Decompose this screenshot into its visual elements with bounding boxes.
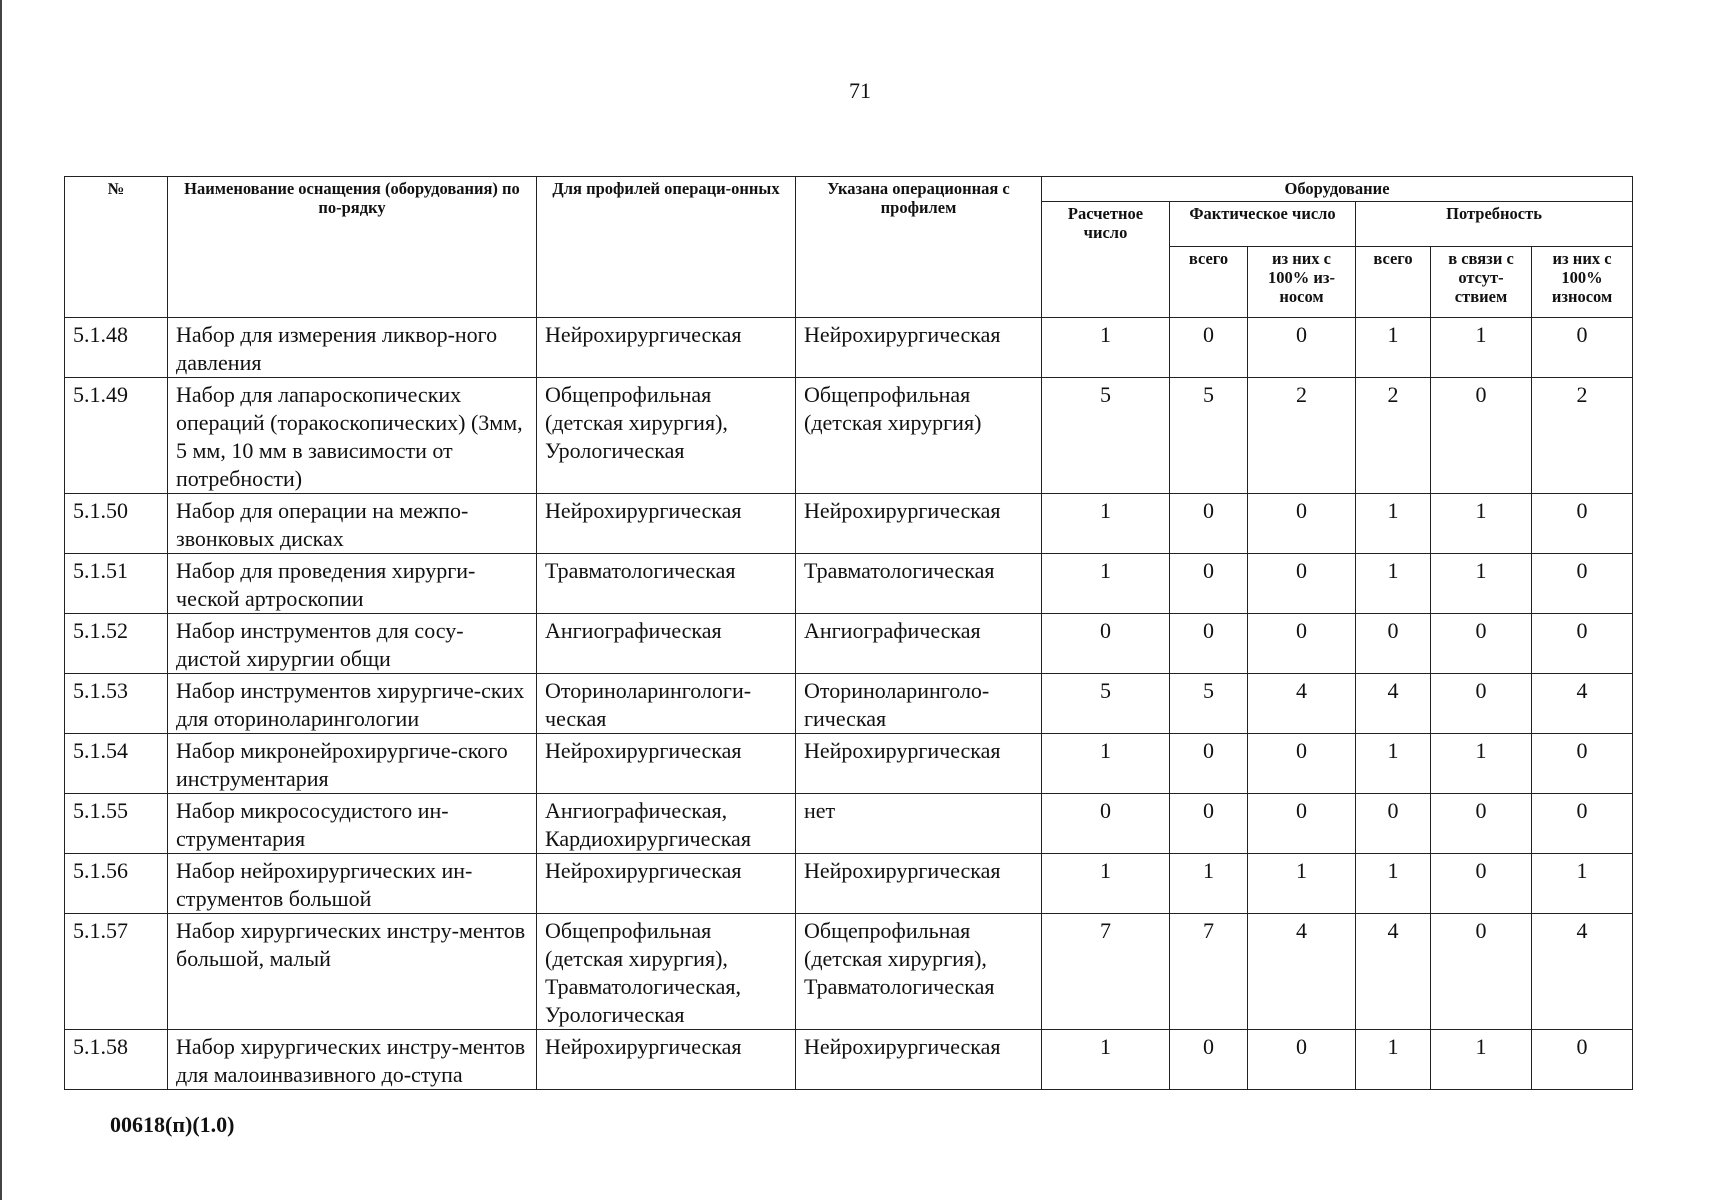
cell-name: Набор для лапароскопических операций (торакоскопических) (3мм, 5 мм, 10 мм в зависимости от потребности) (168, 378, 537, 494)
cell-name: Набор хирургических инстру-ментов для малоинвазивного до-ступа (168, 1030, 537, 1090)
cell-actual-total: 0 (1170, 494, 1248, 554)
header-profiles: Для профилей операци-онных (537, 177, 796, 318)
cell-need-total: 0 (1356, 614, 1431, 674)
cell-actual-worn: 0 (1248, 554, 1356, 614)
cell-need-total: 2 (1356, 378, 1431, 494)
cell-need-worn: 0 (1532, 494, 1633, 554)
cell-actual-worn: 4 (1248, 674, 1356, 734)
cell-calc: 1 (1042, 1030, 1170, 1090)
table-row (65, 854, 1633, 914)
cell-calc: 5 (1042, 674, 1170, 734)
cell-need-absence: 0 (1431, 914, 1532, 1030)
header-equipment: Оборудование (1042, 177, 1633, 202)
cell-indicated: Травматологическая (796, 554, 1042, 614)
header-actual: Фактическое число (1170, 202, 1356, 247)
cell-need-worn: 0 (1532, 794, 1633, 854)
cell-need-absence: 1 (1431, 318, 1532, 378)
cell-indicated: Общепрофильная (детская хирургия), Травматологическая (796, 914, 1042, 1030)
header-actual-worn: из них с 100% из-носом (1248, 247, 1356, 318)
cell-need-absence: 0 (1431, 378, 1532, 494)
cell-profiles: Травматологическая (537, 554, 796, 614)
cell-calc: 1 (1042, 554, 1170, 614)
cell-indicated: нет (796, 794, 1042, 854)
cell-no: 5.1.48 (65, 318, 168, 378)
cell-need-total: 1 (1356, 854, 1431, 914)
header-indicated: Указана операционная с профилем (796, 177, 1042, 318)
cell-actual-total: 0 (1170, 318, 1248, 378)
cell-calc: 7 (1042, 914, 1170, 1030)
cell-need-total: 1 (1356, 554, 1431, 614)
cell-no: 5.1.50 (65, 494, 168, 554)
cell-actual-worn: 0 (1248, 318, 1356, 378)
cell-need-total: 1 (1356, 1030, 1431, 1090)
table-row (65, 554, 1633, 614)
cell-need-total: 1 (1356, 494, 1431, 554)
cell-actual-total: 1 (1170, 854, 1248, 914)
cell-no: 5.1.57 (65, 914, 168, 1030)
header-no: № (65, 177, 168, 318)
cell-indicated: Нейрохирургическая (796, 1030, 1042, 1090)
cell-profiles: Общепрофильная (детская хирургия), Урологическая (537, 378, 796, 494)
cell-need-absence: 0 (1431, 794, 1532, 854)
cell-profiles: Нейрохирургическая (537, 854, 796, 914)
page-edge-line (0, 0, 2, 1200)
cell-actual-worn: 0 (1248, 794, 1356, 854)
cell-actual-total: 5 (1170, 378, 1248, 494)
cell-actual-total: 0 (1170, 554, 1248, 614)
cell-name: Набор микрососудистого ин-струментария (168, 794, 537, 854)
cell-indicated: Нейрохирургическая (796, 734, 1042, 794)
cell-calc: 0 (1042, 614, 1170, 674)
cell-indicated: Нейрохирургическая (796, 318, 1042, 378)
cell-need-worn: 2 (1532, 378, 1633, 494)
cell-profiles: Оториноларингологи-ческая (537, 674, 796, 734)
page-number: 71 (849, 78, 871, 103)
cell-actual-worn: 1 (1248, 854, 1356, 914)
cell-profiles: Ангиографическая (537, 614, 796, 674)
cell-need-absence: 1 (1431, 734, 1532, 794)
cell-profiles: Ангиографическая, Кардиохирургическая (537, 794, 796, 854)
table-row (65, 318, 1633, 378)
header-name: Наименование оснащения (оборудования) по по-рядку (168, 177, 537, 318)
cell-actual-worn: 2 (1248, 378, 1356, 494)
table-row (65, 1030, 1633, 1090)
cell-need-worn: 0 (1532, 554, 1633, 614)
table-row (65, 794, 1633, 854)
cell-name: Набор микронейрохирургиче-ского инструментария (168, 734, 537, 794)
header-actual-total: всего (1170, 247, 1248, 318)
cell-actual-worn: 0 (1248, 734, 1356, 794)
table-row (65, 614, 1633, 674)
cell-actual-worn: 4 (1248, 914, 1356, 1030)
cell-need-worn: 4 (1532, 914, 1633, 1030)
table-row (65, 914, 1633, 1030)
cell-actual-total: 0 (1170, 734, 1248, 794)
cell-actual-total: 0 (1170, 1030, 1248, 1090)
cell-calc: 5 (1042, 378, 1170, 494)
cell-calc: 1 (1042, 854, 1170, 914)
cell-need-worn: 0 (1532, 734, 1633, 794)
cell-name: Набор инструментов для сосу-дистой хирургии общи (168, 614, 537, 674)
cell-name: Набор для измерения ликвор-ного давления (168, 318, 537, 378)
cell-profiles: Общепрофильная (детская хирургия), Травматологическая, Урологическая (537, 914, 796, 1030)
cell-profiles: Нейрохирургическая (537, 734, 796, 794)
cell-indicated: Нейрохирургическая (796, 854, 1042, 914)
table-row (65, 494, 1633, 554)
cell-calc: 1 (1042, 494, 1170, 554)
cell-need-absence: 0 (1431, 854, 1532, 914)
cell-no: 5.1.56 (65, 854, 168, 914)
cell-no: 5.1.55 (65, 794, 168, 854)
cell-actual-worn: 0 (1248, 1030, 1356, 1090)
cell-need-absence: 1 (1431, 494, 1532, 554)
cell-indicated: Нейрохирургическая (796, 494, 1042, 554)
cell-need-worn: 0 (1532, 1030, 1633, 1090)
cell-need-total: 0 (1356, 794, 1431, 854)
cell-need-total: 1 (1356, 734, 1431, 794)
equipment-table (64, 176, 1633, 1090)
header-calc: Расчетное число (1042, 202, 1170, 318)
cell-actual-total: 0 (1170, 794, 1248, 854)
cell-no: 5.1.52 (65, 614, 168, 674)
cell-no: 5.1.58 (65, 1030, 168, 1090)
cell-actual-total: 7 (1170, 914, 1248, 1030)
cell-need-absence: 0 (1431, 674, 1532, 734)
cell-need-total: 4 (1356, 674, 1431, 734)
cell-name: Набор инструментов хирургиче-ских для оториноларингологии (168, 674, 537, 734)
cell-actual-worn: 0 (1248, 614, 1356, 674)
cell-calc: 1 (1042, 318, 1170, 378)
cell-no: 5.1.51 (65, 554, 168, 614)
cell-indicated: Общепрофильная (детская хирургия) (796, 378, 1042, 494)
header-need: Потребность (1356, 202, 1633, 247)
cell-no: 5.1.54 (65, 734, 168, 794)
cell-profiles: Нейрохирургическая (537, 318, 796, 378)
cell-no: 5.1.53 (65, 674, 168, 734)
cell-actual-total: 0 (1170, 614, 1248, 674)
cell-need-total: 4 (1356, 914, 1431, 1030)
cell-actual-total: 5 (1170, 674, 1248, 734)
cell-profiles: Нейрохирургическая (537, 1030, 796, 1090)
cell-need-worn: 1 (1532, 854, 1633, 914)
cell-name: Набор нейрохирургических ин-струментов большой (168, 854, 537, 914)
cell-indicated: Ангиографическая (796, 614, 1042, 674)
cell-need-worn: 0 (1532, 614, 1633, 674)
table-row (65, 378, 1633, 494)
cell-name: Набор для проведения хирурги-ческой артроскопии (168, 554, 537, 614)
cell-actual-worn: 0 (1248, 494, 1356, 554)
cell-need-absence: 0 (1431, 614, 1532, 674)
cell-need-worn: 0 (1532, 318, 1633, 378)
cell-name: Набор для операции на межпо-звонковых дисках (168, 494, 537, 554)
cell-indicated: Оториноларинголо-гическая (796, 674, 1042, 734)
cell-need-total: 1 (1356, 318, 1431, 378)
table-row (65, 674, 1633, 734)
cell-calc: 1 (1042, 734, 1170, 794)
cell-name: Набор хирургических инстру-ментов большой, малый (168, 914, 537, 1030)
table-row (65, 734, 1633, 794)
cell-need-absence: 1 (1431, 554, 1532, 614)
header-need-absence: в связи с отсут-ствием (1431, 247, 1532, 318)
cell-need-worn: 4 (1532, 674, 1633, 734)
cell-calc: 0 (1042, 794, 1170, 854)
document-code: 00618(п)(1.0) (110, 1112, 235, 1137)
cell-no: 5.1.49 (65, 378, 168, 494)
cell-need-absence: 1 (1431, 1030, 1532, 1090)
header-need-worn: из них с 100% износом (1532, 247, 1633, 318)
header-need-total: всего (1356, 247, 1431, 318)
cell-profiles: Нейрохирургическая (537, 494, 796, 554)
